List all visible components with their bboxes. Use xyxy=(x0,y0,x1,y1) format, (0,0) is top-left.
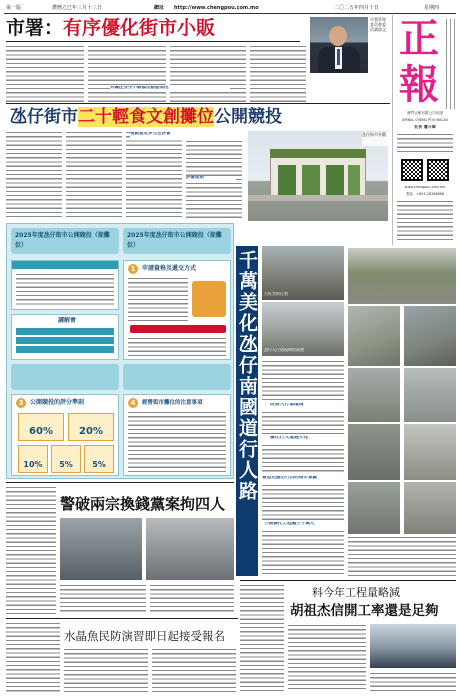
lower-right-photo xyxy=(370,624,456,668)
right-photo-2 xyxy=(348,306,400,366)
score-box-3: 10% xyxy=(18,445,48,473)
feature-body-col-3 xyxy=(126,131,182,219)
right-photo-6 xyxy=(348,424,400,480)
feature-headline-part3: 公開競投 xyxy=(214,107,282,127)
police-headline: 警破兩宗換錢黨案拘四人 xyxy=(60,495,226,513)
feature-body-col-2 xyxy=(66,131,122,219)
feature-headline-part1: 氹仔街市 xyxy=(10,107,78,127)
info-step-4: 4 經營街市攤位的注意事項 xyxy=(123,394,231,476)
lead-photo xyxy=(310,17,368,73)
right-photo-7 xyxy=(404,424,456,480)
site-url: http://www.chengpou.com.mo xyxy=(174,5,259,11)
info-step-3-title: 公開競投的評分準則 xyxy=(30,399,85,406)
top-header-bar xyxy=(4,4,456,14)
bottom-body-col-2 xyxy=(64,648,148,692)
lead-subhead: 有關注丟空小販檔位動態情況 xyxy=(110,86,230,92)
lower-body-col-left xyxy=(240,584,284,692)
vertical-photo-caption-2: 氹仔人行道現時的面貌 xyxy=(264,348,304,352)
score-box-4: 5% xyxy=(51,445,81,473)
right-subhead-2: 優化行人道過天花 xyxy=(270,436,309,440)
info-card-title-2: 2025年度氹仔街市公開競投（提攤位） xyxy=(123,228,231,254)
lead-headline xyxy=(6,17,306,39)
infographic xyxy=(6,223,234,479)
info-step-3: 3 公開競投的評分準則 60% 20% 10% 5% 5% xyxy=(11,394,119,476)
info-card-title-1: 2025年度氹仔街市公開競投（提攤位） xyxy=(11,228,119,254)
right-subhead-4: 三期優化工程處三千萬元 xyxy=(264,522,315,526)
masthead-title-2: 報 xyxy=(399,61,439,108)
feature-body-col-1 xyxy=(6,131,62,219)
weekday: 星期四 xyxy=(424,5,440,11)
vertical-headline: 千萬美化氹仔南國道行人路 xyxy=(236,250,258,502)
score-box-5: 5% xyxy=(84,445,114,473)
lower-right-body-1 xyxy=(288,624,366,692)
right-subhead-3: 營造完整出行出的城市景觀 xyxy=(262,476,318,480)
lead-body-col-4 xyxy=(250,45,306,103)
page-label: 第一版 xyxy=(6,5,22,11)
info-step-4-title: 經營街市攤位的注意事項 xyxy=(142,400,203,406)
info-step-1-title: 申請資格及遞交方式 xyxy=(142,265,197,272)
info-step-2 xyxy=(11,314,119,360)
bottom-headline: 水晶魚民防演習即日起接受報名 xyxy=(64,629,225,643)
right-photo-9 xyxy=(404,482,456,534)
right-photo-3 xyxy=(404,306,456,366)
qr-code-icon xyxy=(401,159,423,181)
police-photo-2 xyxy=(146,518,234,580)
qr-code-icon-2 xyxy=(427,159,449,181)
masthead-title-1: 正 xyxy=(399,15,439,62)
person-head-icon xyxy=(329,26,347,46)
police-body-col-1 xyxy=(6,486,56,614)
lower-right-headline: 胡祖杰信開工率還是足夠 xyxy=(290,603,439,619)
lead-body-col-2 xyxy=(88,45,166,103)
masthead-phone: 電話：+853-28398888 xyxy=(406,192,444,196)
feature-photo-caption: 氹仔街市外觀 xyxy=(362,132,388,146)
right-photo-8 xyxy=(348,482,400,534)
vertical-body-col-1 xyxy=(262,360,344,402)
lower-right-kicker: 料今年工程量略減 xyxy=(312,586,400,599)
right-subhead-1: 改善人行道環境 xyxy=(270,403,304,407)
masthead xyxy=(392,15,456,245)
police-photo-1 xyxy=(60,518,142,580)
lead-headline-prefix: 市署： xyxy=(6,17,64,39)
lower-right-body-2 xyxy=(370,672,456,692)
site-label: 網址 xyxy=(154,5,165,11)
lead-body-col-1 xyxy=(6,45,84,103)
right-photo-1 xyxy=(348,248,456,304)
bottom-body-col-1 xyxy=(6,622,60,692)
lead-body-col-3 xyxy=(170,45,246,103)
feature-headline-part2: 二十輕食文創攤位 xyxy=(78,107,214,127)
police-body-col-2 xyxy=(60,584,146,614)
masthead-english: JORNAL CHENG POU MACAU xyxy=(401,118,449,122)
shopping-bag-icon xyxy=(192,281,226,317)
info-stall-table xyxy=(11,260,119,310)
vertical-photo-caption-1: 大旺宮的位置 xyxy=(264,292,288,296)
lead-headline-main: 有序優化街市小販 xyxy=(63,17,216,39)
lunar-date: 農曆乙巳年三月十三日 xyxy=(52,5,103,11)
masthead-side-text xyxy=(445,19,455,109)
step-number-badge: 1 xyxy=(128,264,138,274)
masthead-website: www.chengpou.com.mo xyxy=(404,185,446,189)
bottom-body-col-3 xyxy=(152,648,236,692)
masthead-publisher: 澳門正報有限公司出版 xyxy=(407,111,443,115)
info-step-1 xyxy=(123,260,231,360)
feature-section-title-2: 評審原則 xyxy=(186,176,236,182)
feature-headline xyxy=(10,106,390,128)
police-body-col-3 xyxy=(150,584,234,614)
feature-section-title-1: 視創意及多元性評審 xyxy=(130,132,200,138)
lead-photo-caption: 市署管理委員會委員譚偉文 xyxy=(370,17,386,32)
gregorian-date: 二〇二五年四月十日 xyxy=(334,5,380,11)
score-box-1: 60% xyxy=(18,413,64,441)
masthead-price: 社長 瓊斗華 xyxy=(414,125,436,129)
vertical-headline-box xyxy=(236,246,258,576)
info-step-2-title: 講解會 xyxy=(57,317,76,324)
score-box-2: 20% xyxy=(68,413,114,441)
right-photo-5 xyxy=(404,368,456,422)
right-photo-4 xyxy=(348,368,400,422)
